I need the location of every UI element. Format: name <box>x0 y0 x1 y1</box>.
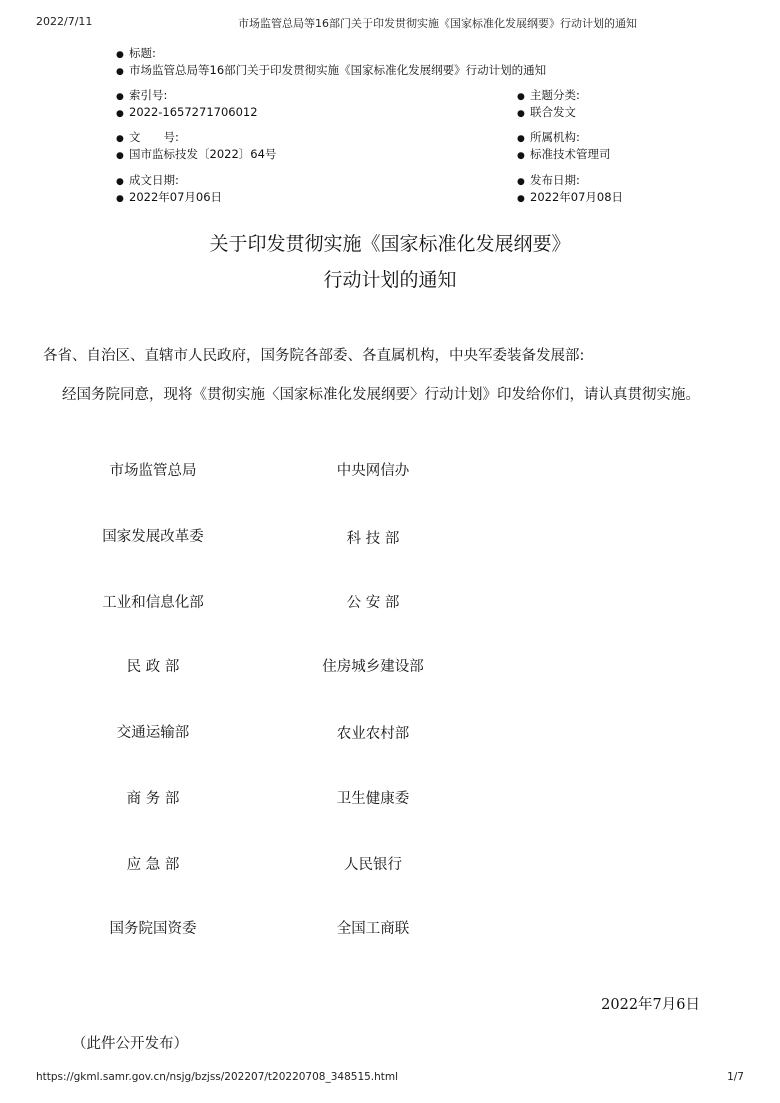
bullet-icon: ● <box>517 177 525 187</box>
meta-org-item <box>517 130 611 164</box>
issuer-name: 国家发展改革委 <box>102 529 204 545</box>
bullet-icon: ● <box>517 109 525 119</box>
meta-index-value: 2022-1657271706012 <box>129 105 258 119</box>
bullet-icon: ● <box>116 50 124 60</box>
bullet-icon: ● <box>116 92 124 102</box>
meta-org-label: 所属机构: <box>530 130 580 144</box>
issuer-name: 公 安 部 <box>346 595 400 611</box>
issuer-name: 住房城乡建设部 <box>322 659 424 675</box>
issuer-name: 农业农村部 <box>336 726 410 742</box>
document-addressee: 各省、自治区、直辖市人民政府，国务院各部委、各直属机构，中央军委装备发展部: <box>43 348 585 364</box>
document-title-line1: 关于印发贯彻实施《国家标准化发展纲要》 <box>209 233 571 255</box>
issuer-name: 人民银行 <box>344 857 402 873</box>
footer-url-link[interactable]: https://gkml.samr.gov.cn/nsjg/bzjss/202207/t20220708_348515.html <box>36 1071 399 1083</box>
meta-docno-label: 文 号: <box>129 130 179 144</box>
issuer-name: 科 技 部 <box>346 531 400 547</box>
issuer-name: 国务院国资委 <box>109 921 197 937</box>
bullet-icon: ● <box>116 177 124 187</box>
bullet-icon: ● <box>116 134 124 144</box>
meta-index-item <box>116 88 258 122</box>
print-date: 2022/7/11 <box>36 15 93 28</box>
issuer-name: 应 急 部 <box>126 857 180 873</box>
meta-title-item <box>116 46 546 80</box>
bullet-icon: ● <box>517 151 525 161</box>
meta-docno-item <box>116 130 276 164</box>
issuer-name: 市场监管总局 <box>109 463 197 479</box>
bullet-icon: ● <box>517 194 525 204</box>
meta-title-value: 市场监管总局等16部门关于印发贯彻实施《国家标准化发展纲要》行动计划的通知 <box>129 63 547 77</box>
meta-org-value: 标准技术管理司 <box>530 147 611 161</box>
issuer-name: 中央网信办 <box>336 463 410 479</box>
meta-category-value: 联合发文 <box>530 105 576 119</box>
issuer-name: 交通运输部 <box>116 725 190 741</box>
meta-docno-value: 国市监标技发〔2022〕64号 <box>129 147 277 161</box>
print-page-title: 市场监管总局等16部门关于印发贯彻实施《国家标准化发展纲要》行动计划的通知 <box>238 17 637 30</box>
bullet-icon: ● <box>116 194 124 204</box>
meta-index-label: 索引号: <box>129 88 168 102</box>
meta-title-label: 标题: <box>129 46 156 60</box>
page-number: 1/7 <box>727 1071 744 1083</box>
document-title-line2: 行动计划的通知 <box>323 269 457 291</box>
issuer-name: 民 政 部 <box>126 659 180 675</box>
issuer-name: 卫生健康委 <box>336 791 410 807</box>
bullet-icon: ● <box>517 92 525 102</box>
meta-published-label: 发布日期: <box>530 173 580 187</box>
issuer-name: 工业和信息化部 <box>102 595 204 611</box>
meta-category-item <box>517 88 580 122</box>
issuer-name: 商 务 部 <box>126 791 180 807</box>
document-body: 经国务院同意，现将《贯彻实施〈国家标准化发展纲要〉行动计划》印发给你们，请认真贯彻实施。 <box>62 387 700 403</box>
publish-note: （此件公开发布） <box>72 1036 188 1052</box>
document-date: 2022年7月6日 <box>601 997 700 1013</box>
meta-published-item <box>517 173 623 207</box>
meta-published-value: 2022年07月08日 <box>530 190 624 204</box>
meta-created-item <box>116 173 222 207</box>
meta-category-label: 主题分类: <box>530 88 580 102</box>
meta-created-label: 成文日期: <box>129 173 179 187</box>
bullet-icon: ● <box>517 134 525 144</box>
meta-created-value: 2022年07月06日 <box>129 190 223 204</box>
issuer-name: 全国工商联 <box>336 921 410 937</box>
bullet-icon: ● <box>116 67 124 77</box>
bullet-icon: ● <box>116 109 124 119</box>
bullet-icon: ● <box>116 151 124 161</box>
